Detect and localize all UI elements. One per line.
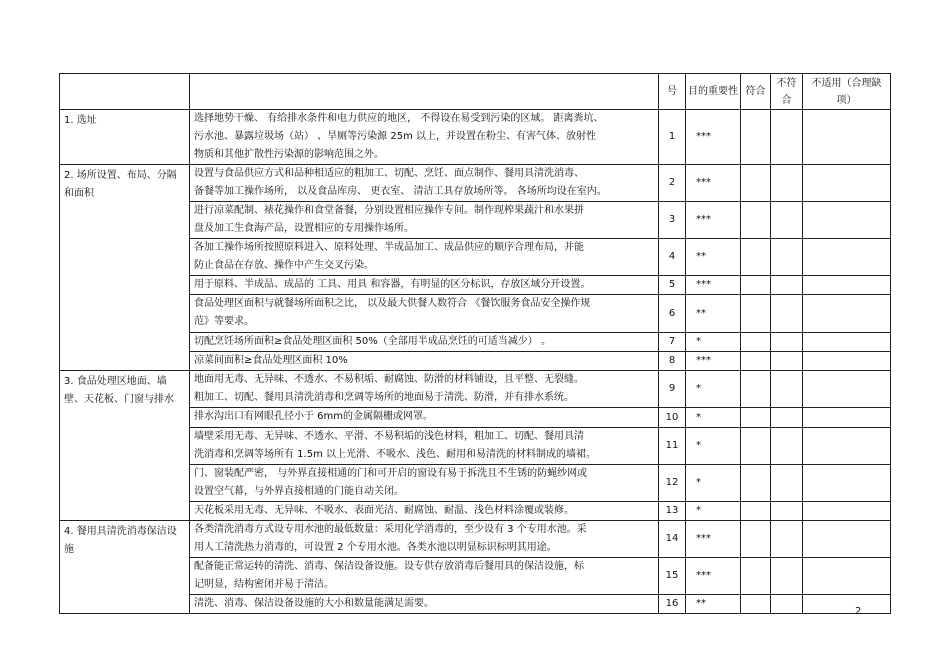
header-nonconform: 不符合 (771, 74, 803, 110)
not-applicable-checkbox[interactable] (803, 276, 891, 295)
header-importance: 目的重要性 (686, 74, 741, 110)
item-number: 15 (659, 558, 686, 595)
item-number: 12 (659, 465, 686, 502)
importance-rating: *** (686, 352, 741, 371)
requirement-line: 设置与食品供应方式和品种相适应的粗加工、切配、烹饪、面点制作、餐用具清洗消毒、 (194, 168, 584, 179)
category-cell: 2. 场所设置、布局、分隔和面积 (60, 165, 190, 371)
nonconform-checkbox[interactable] (771, 428, 803, 465)
nonconform-checkbox[interactable] (771, 408, 803, 428)
requirement-line: 配备能正常运转的清洗、消毒、保洁设备设施。设专供存放消毒后餐用具的保洁设施，标 (194, 561, 584, 572)
conform-checkbox[interactable] (741, 502, 771, 521)
importance-rating: * (686, 371, 741, 408)
requirement-line: 凉菜间面积≥食品处理区面积 10% (194, 355, 348, 366)
conform-checkbox[interactable] (741, 465, 771, 502)
requirement-line: 各类清洗消毒方式设专用水池的最低数量：采用化学消毒的，至少设有 3 个专用水池。采 (194, 524, 587, 535)
importance-rating: *** (686, 110, 741, 165)
item-number: 14 (659, 521, 686, 558)
requirement-line: 盘及加工生食海产品，设置相应的专用操作场所。 (194, 223, 414, 234)
header-requirement (190, 74, 659, 110)
importance-rating: ** (686, 295, 741, 333)
table-body (60, 110, 891, 614)
requirement-line: 天花板采用无毒、无异味、不吸水、表面光洁、耐腐蚀、耐温、浅色材料涂覆或装修。 (194, 505, 574, 516)
requirement-line: 地面用无毒、无异味、不透水、不易积垢、耐腐蚀、防滑的材料铺设，且平整、无裂缝。 (194, 374, 584, 385)
nonconform-checkbox[interactable] (771, 371, 803, 408)
requirement-line: 防止食品在存放、操作中产生交叉污染。 (194, 260, 374, 271)
item-number: 6 (659, 295, 686, 333)
not-applicable-checkbox[interactable] (803, 408, 891, 428)
header-category (60, 74, 190, 110)
category-cell: 3. 食品处理区地面、墙壁、天花板、门窗与排水 (60, 371, 190, 521)
requirement-cell (190, 521, 659, 558)
importance-rating: ** (686, 595, 741, 614)
item-number: 1 (659, 110, 686, 165)
requirement-line: 用人工清洗热力消毒的，可设置 2 个专用水池。各类水池以明显标识标明其用途。 (194, 542, 557, 553)
item-number: 8 (659, 352, 686, 371)
importance-rating: * (686, 428, 741, 465)
conform-checkbox[interactable] (741, 352, 771, 371)
importance-rating: *** (686, 558, 741, 595)
requirement-line: 用于原料、半成品、成品的 工具、用具 和容器，有明显的区分标识，存放区域分开设置。 (194, 279, 591, 290)
item-number: 7 (659, 333, 686, 352)
not-applicable-checkbox[interactable] (803, 371, 891, 408)
item-number: 13 (659, 502, 686, 521)
requirement-cell (190, 165, 659, 202)
conform-checkbox[interactable] (741, 165, 771, 202)
not-applicable-checkbox[interactable] (803, 295, 891, 333)
requirement-line: 门、窗装配严密， 与外界直接相通的门和可开启的窗设有易于拆洗且不生锈的防蝇纱网或 (194, 468, 588, 479)
conform-checkbox[interactable] (741, 371, 771, 408)
not-applicable-checkbox[interactable] (803, 110, 891, 165)
importance-rating: *** (686, 165, 741, 202)
not-applicable-checkbox[interactable] (803, 558, 891, 595)
header-number: 号 (659, 74, 686, 110)
requirement-cell (190, 333, 659, 352)
conform-checkbox[interactable] (741, 110, 771, 165)
not-applicable-checkbox[interactable] (803, 333, 891, 352)
page-number: 2 (855, 606, 862, 617)
requirement-cell (190, 465, 659, 502)
conform-checkbox[interactable] (741, 595, 771, 614)
not-applicable-checkbox[interactable] (803, 465, 891, 502)
importance-rating: * (686, 465, 741, 502)
conform-checkbox[interactable] (741, 295, 771, 333)
table-row (60, 110, 891, 165)
not-applicable-checkbox[interactable] (803, 428, 891, 465)
importance-rating: * (686, 502, 741, 521)
requirement-cell (190, 428, 659, 465)
importance-rating: *** (686, 521, 741, 558)
not-applicable-checkbox[interactable] (803, 239, 891, 276)
item-number: 4 (659, 239, 686, 276)
item-number: 9 (659, 371, 686, 408)
requirement-cell (190, 202, 659, 239)
item-number: 5 (659, 276, 686, 295)
item-number: 11 (659, 428, 686, 465)
conform-checkbox[interactable] (741, 558, 771, 595)
conform-checkbox[interactable] (741, 333, 771, 352)
requirement-line: 选择地势干燥、 有给排水条件和电力供应的地区， 不得设在易受到污染的区域。 距离粪坑、 (194, 113, 604, 124)
requirement-cell (190, 408, 659, 428)
item-number: 16 (659, 595, 686, 614)
requirement-line: 备餐等加工操作场所， 以及食品库房、 更衣室、 清洁工具存放场所等。 各场所均设在室内。 (194, 186, 607, 197)
requirement-line: 污水池、暴露垃圾场（站） 、旱厕等污染源 25m 以上，并设置在粉尘、有害气体、放射性 (194, 131, 597, 142)
requirement-line: 排水沟出口有网眼孔径小于 6mm的金属隔栅或网罩。 (194, 411, 434, 422)
header-not-applicable: 不适用（合理缺项） (803, 74, 891, 110)
not-applicable-checkbox[interactable] (803, 521, 891, 558)
inspection-checklist-table (59, 73, 891, 614)
requirement-line: 范》等要求。 (194, 316, 254, 327)
not-applicable-checkbox[interactable] (803, 202, 891, 239)
conform-checkbox[interactable] (741, 239, 771, 276)
nonconform-checkbox[interactable] (771, 352, 803, 371)
requirement-cell (190, 371, 659, 408)
requirement-line: 各加工操作场所按照原料进入、原料处理、半成品加工、成品供应的顺序合理布局，并能 (194, 242, 584, 253)
table-header-row (60, 74, 891, 110)
nonconform-checkbox[interactable] (771, 595, 803, 614)
item-number: 2 (659, 165, 686, 202)
requirement-cell (190, 595, 659, 614)
requirement-cell (190, 502, 659, 521)
importance-rating: * (686, 333, 741, 352)
requirement-line: 进行凉菜配制、裱花操作和食堂备餐，分别设置相应操作专间。制作现榨果蔬汁和水果拼 (194, 205, 584, 216)
nonconform-checkbox[interactable] (771, 333, 803, 352)
nonconform-checkbox[interactable] (771, 465, 803, 502)
table-row (60, 521, 891, 558)
requirement-cell (190, 558, 659, 595)
requirement-cell (190, 110, 659, 165)
requirement-cell (190, 352, 659, 371)
importance-rating: ** (686, 239, 741, 276)
requirement-line: 切配烹饪场所面积≥食品处理区面积 50%（全部用半成品烹饪的可适当减少） 。 (194, 336, 551, 347)
requirement-line: 设置空气幕，与外界直接相通的门能自动关闭。 (194, 486, 404, 497)
nonconform-checkbox[interactable] (771, 110, 803, 165)
nonconform-checkbox[interactable] (771, 239, 803, 276)
importance-rating: * (686, 408, 741, 428)
header-conform: 符合 (741, 74, 771, 110)
requirement-cell (190, 276, 659, 295)
category-cell: 4. 餐用具清洗消毒保洁设施 (60, 521, 190, 614)
nonconform-checkbox[interactable] (771, 502, 803, 521)
requirement-cell (190, 295, 659, 333)
not-applicable-checkbox[interactable] (803, 352, 891, 371)
requirement-line: 墙壁采用无毒、无异味、不透水、平滑、不易积垢的浅色材料，粗加工、切配、餐用具清 (194, 431, 584, 442)
category-cell: 1. 选址 (60, 110, 190, 165)
requirement-line: 粗加工、切配、餐用具清洗消毒和烹调等场所的地面易于清洗、防滑，并有排水系统。 (194, 392, 574, 403)
requirement-line: 记明显，结构密闭并易于清洁。 (194, 579, 334, 590)
conform-checkbox[interactable] (741, 521, 771, 558)
conform-checkbox[interactable] (741, 202, 771, 239)
importance-rating: *** (686, 276, 741, 295)
requirement-cell (190, 239, 659, 276)
not-applicable-checkbox[interactable] (803, 595, 891, 614)
importance-rating: *** (686, 202, 741, 239)
nonconform-checkbox[interactable] (771, 276, 803, 295)
table-row (60, 165, 891, 202)
item-number: 10 (659, 408, 686, 428)
nonconform-checkbox[interactable] (771, 295, 803, 333)
not-applicable-checkbox[interactable] (803, 165, 891, 202)
nonconform-checkbox[interactable] (771, 202, 803, 239)
requirement-line: 食品处理区面积与就餐场所面积之比， 以及最大供餐人数符合 《餐饮服务食品安全操作规 (194, 298, 591, 309)
requirement-line: 洗消毒和烹调等场所有 1.5m 以上光滑、不吸水、浅色、耐用和易清洗的材料制成的墙裙。 (194, 449, 597, 460)
nonconform-checkbox[interactable] (771, 558, 803, 595)
table-row (60, 371, 891, 408)
not-applicable-checkbox[interactable] (803, 502, 891, 521)
conform-checkbox[interactable] (741, 428, 771, 465)
conform-checkbox[interactable] (741, 408, 771, 428)
conform-checkbox[interactable] (741, 276, 771, 295)
requirement-line: 清洗、消毒、保洁设备设施的大小和数量能满足需要。 (194, 598, 434, 609)
nonconform-checkbox[interactable] (771, 521, 803, 558)
item-number: 3 (659, 202, 686, 239)
requirement-line: 物质和其他扩散性污染源的影响范围之外。 (194, 149, 384, 160)
nonconform-checkbox[interactable] (771, 165, 803, 202)
